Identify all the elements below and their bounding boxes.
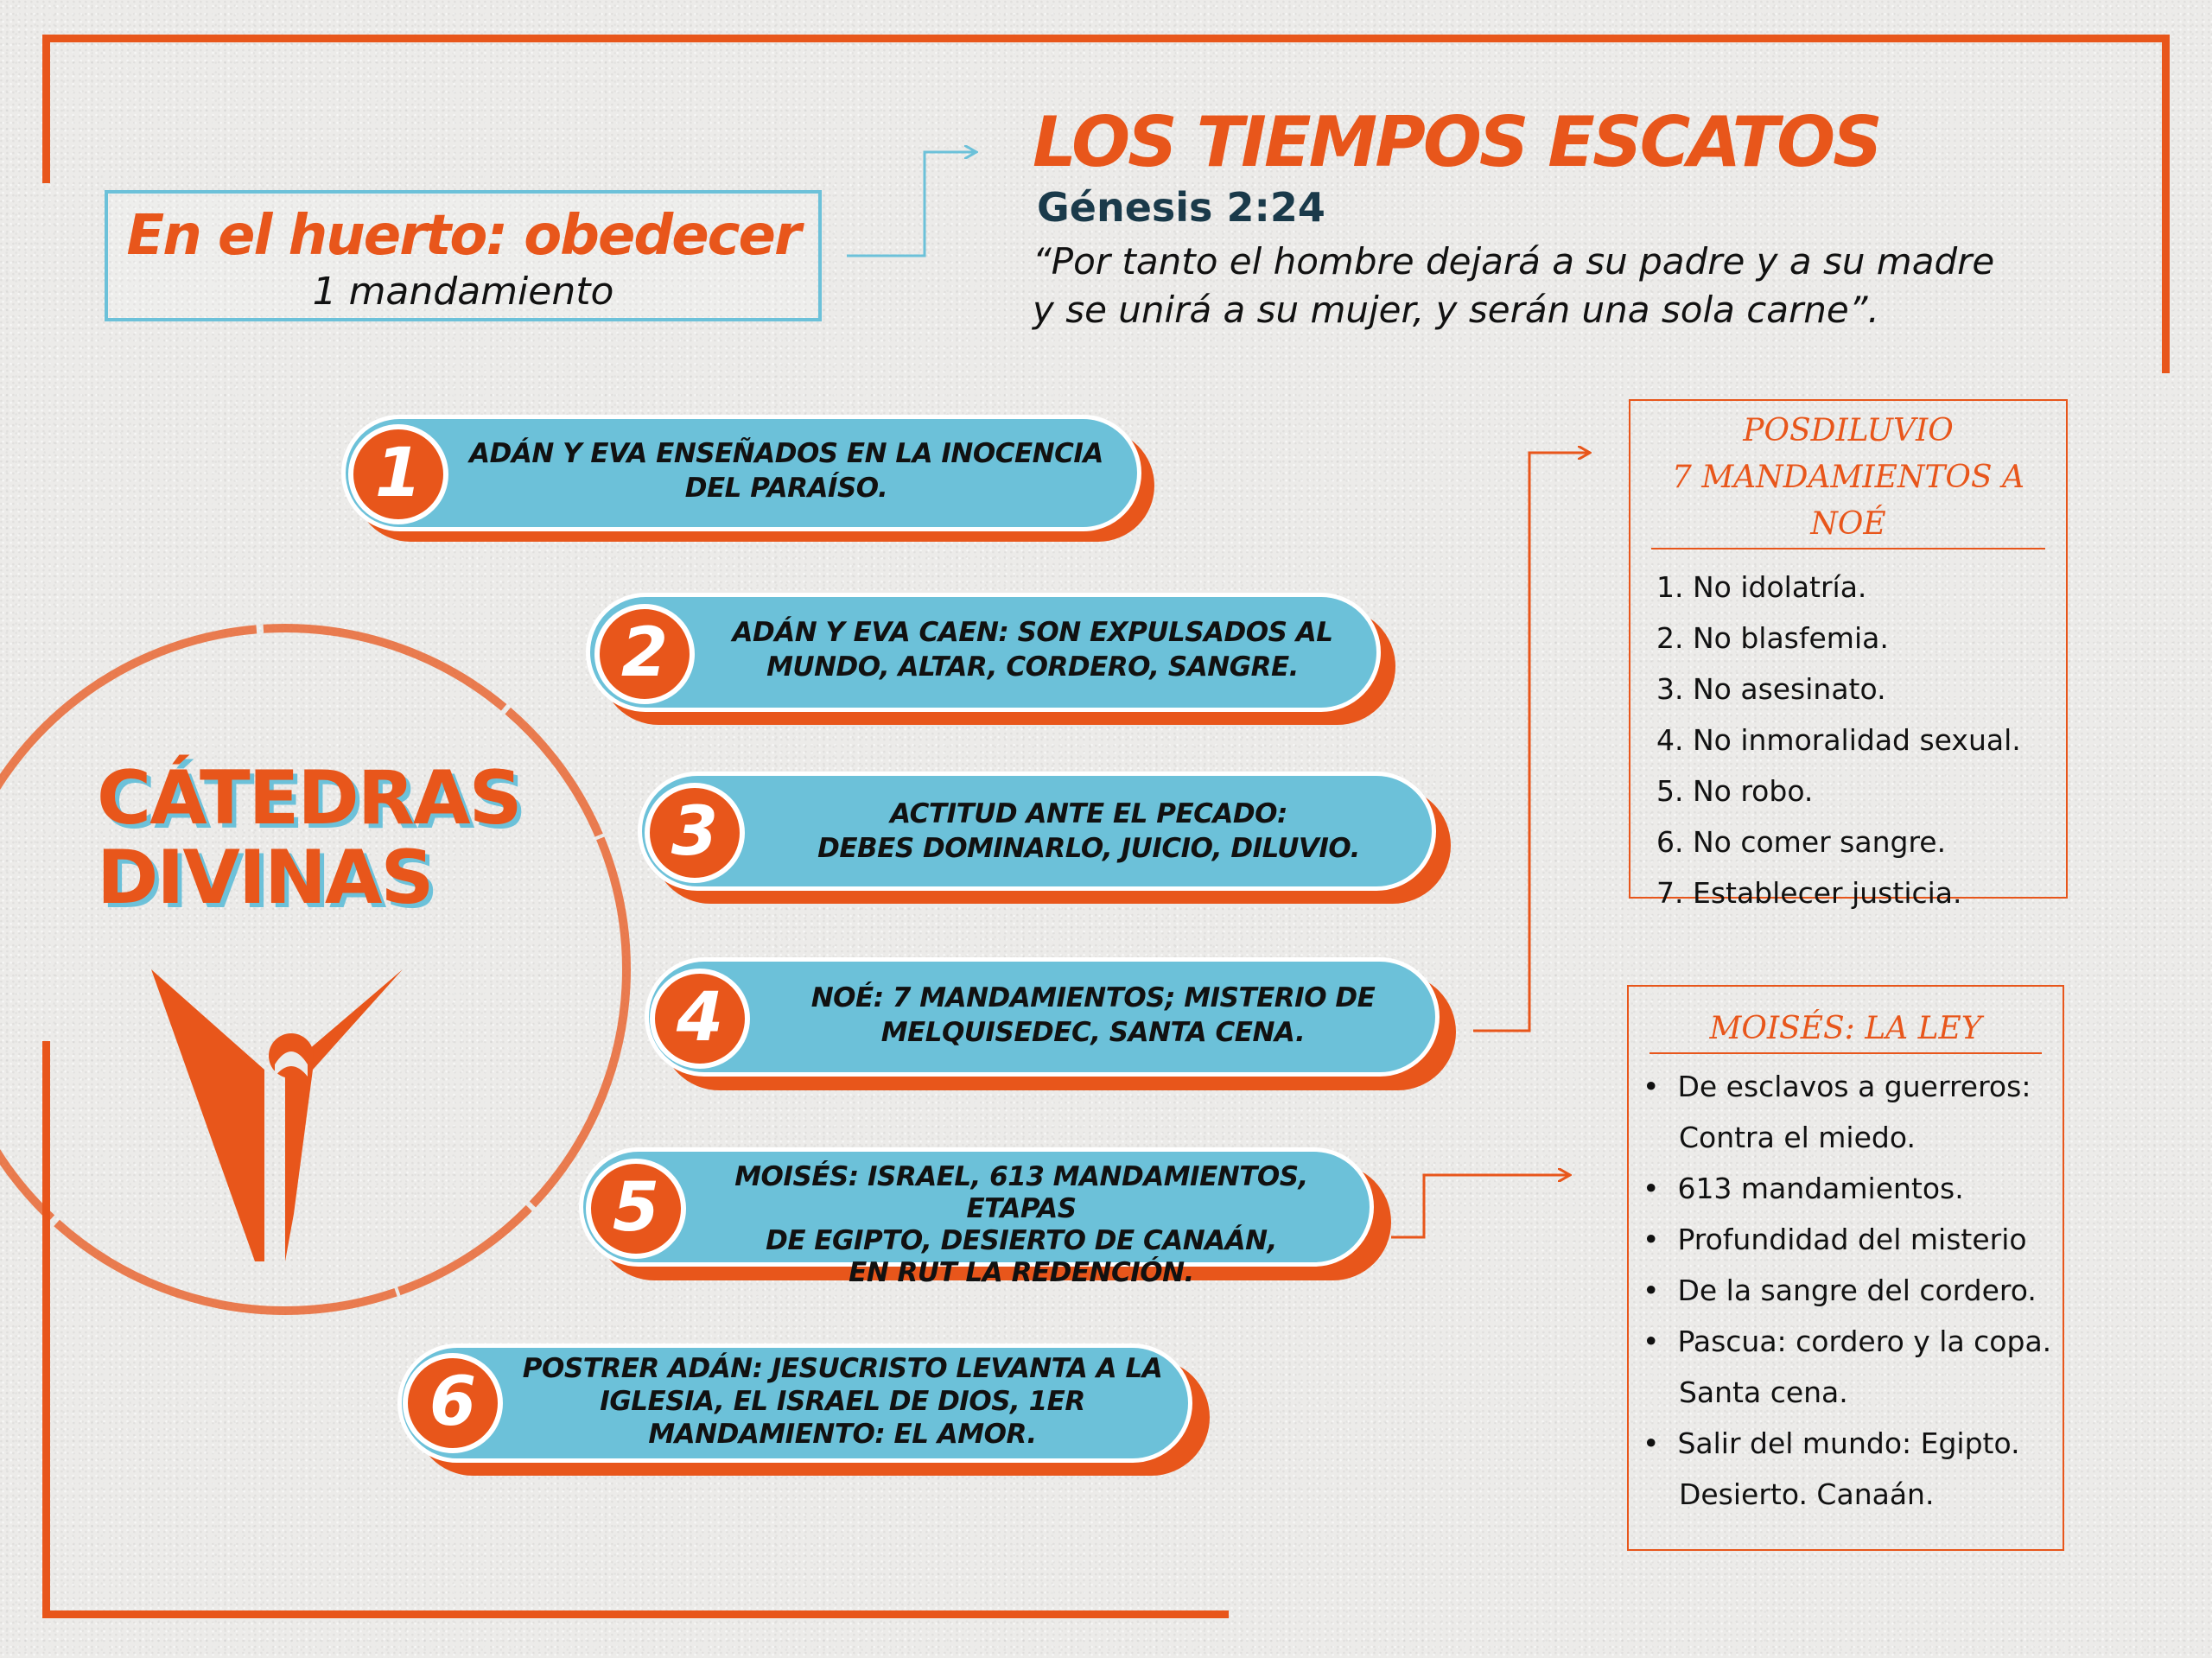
arrow-huerto-to-title xyxy=(847,152,975,256)
step-6-text xyxy=(497,1352,1188,1451)
catedras-title-line-1: CÁTEDRAS xyxy=(97,755,521,842)
step-5-number: 5 xyxy=(586,1159,686,1259)
noe-box xyxy=(1629,399,2068,910)
noe-item: 4. No inmoralidad sexual. xyxy=(1656,723,2021,757)
step-4-line-1: NOÉ: 7 MANDAMIENTOS; MISTERIO DE xyxy=(810,982,1376,1013)
huerto-subtitle: 1 mandamiento xyxy=(312,270,614,314)
step-6-line-1: POSTRER ADÁN: JESUCRISTO LEVANTA A LA xyxy=(522,1353,1163,1384)
step-5-line-1: MOISÉS: ISRAEL, 613 MANDAMIENTOS, ETAPAS xyxy=(734,1161,1308,1224)
step-5-line-2: DE EGIPTO, DESIERTO DE CANAÁN, xyxy=(766,1225,1277,1256)
step-2-line-1: ADÁN Y EVA CAEN: SON EXPULSADOS AL xyxy=(732,617,1333,648)
arrow-step4-to-noe xyxy=(1473,453,1588,1031)
noe-item: 1. No idolatría. xyxy=(1656,570,1867,604)
noe-box-title-line-1: POSDILUVIO xyxy=(1743,413,1954,448)
moises-item: • De esclavos a guerreros: xyxy=(1643,1070,2031,1103)
catedras-title-line-2: DIVINAS xyxy=(97,835,433,921)
moises-item: • Pascua: cordero y la copa. xyxy=(1643,1324,2052,1358)
step-4-text xyxy=(756,981,1430,1050)
bible-reference: Génesis 2:24 xyxy=(1037,184,1325,231)
huerto-title: En el huerto: obedecer xyxy=(126,204,800,268)
moises-item: • Profundidad del misterio xyxy=(1643,1223,2027,1256)
main-title: LOS TIEMPOS ESCATOS xyxy=(1033,102,1880,182)
catedras-title xyxy=(97,755,521,921)
step-5-text xyxy=(676,1161,1367,1289)
step-3-text xyxy=(752,797,1426,866)
noe-item: 5. No robo. xyxy=(1656,774,1814,808)
noe-item: 6. No comer sangre. xyxy=(1656,825,1947,859)
step-6-line-3: MANDAMIENTO: EL AMOR. xyxy=(648,1419,1037,1450)
step-1-number: 1 xyxy=(348,424,448,524)
step-3-number: 3 xyxy=(645,783,745,883)
step-6-line-2: IGLESIA, EL ISRAEL DE DIOS, 1ER xyxy=(600,1386,1085,1417)
moises-item: • De la sangre del cordero. xyxy=(1643,1274,2037,1307)
step-6-number: 6 xyxy=(403,1353,503,1453)
step-3-line-2: DEBES DOMINARLO, JUICIO, DILUVIO. xyxy=(817,833,1360,864)
step-2-text xyxy=(696,615,1370,684)
step-1-text xyxy=(449,436,1123,505)
step-1-line-1: ADÁN Y EVA ENSEÑADOS EN LA INOCENCIA xyxy=(469,438,1103,469)
moises-list xyxy=(1629,1054,2063,1520)
step-4-number: 4 xyxy=(650,969,750,1069)
step-4-line-2: MELQUISEDEC, SANTA CENA. xyxy=(880,1017,1306,1048)
step-2-number: 2 xyxy=(594,604,695,704)
noe-list xyxy=(1630,549,2066,918)
moises-item: Santa cena. xyxy=(1643,1375,1848,1409)
noe-box-title-line-2: 7 MANDAMIENTOS A NOÉ xyxy=(1671,460,2025,542)
step-1-line-2: DEL PARAÍSO. xyxy=(684,473,888,504)
moises-box xyxy=(1627,985,2064,1551)
quote-line-1: “Por tanto el hombre dejará a su padre y a su madre xyxy=(1033,240,1995,283)
quote-line-2: y se unirá a su mujer, y serán una sola carne”. xyxy=(1033,289,1879,331)
v-logo-icon xyxy=(151,969,403,1261)
step-3-line-1: ACTITUD ANTE EL PECADO: xyxy=(890,798,1287,829)
step-2-line-2: MUNDO, ALTAR, CORDERO, SANGRE. xyxy=(766,651,1299,683)
bible-quote xyxy=(1033,238,1994,334)
moises-item: Contra el miedo. xyxy=(1643,1121,1916,1154)
moises-item: • 613 mandamientos. xyxy=(1643,1172,1964,1205)
step-5-line-3: EN RUT LA REDENCIÓN. xyxy=(849,1257,1194,1288)
huerto-box xyxy=(105,190,822,321)
moises-box-title: MOISÉS: LA LEY xyxy=(1709,1011,1982,1046)
noe-box-title xyxy=(1630,408,2066,548)
moises-item: • Salir del mundo: Egipto. xyxy=(1643,1426,2020,1460)
noe-item: 3. No asesinato. xyxy=(1656,672,1886,706)
noe-item: 7. Establecer justicia. xyxy=(1656,876,1962,910)
moises-item: Desierto. Canaán. xyxy=(1643,1477,1935,1511)
arrow-step5-to-moises xyxy=(1391,1175,1568,1237)
noe-item: 2. No blasfemia. xyxy=(1656,621,1889,655)
big-circle xyxy=(0,628,626,1311)
